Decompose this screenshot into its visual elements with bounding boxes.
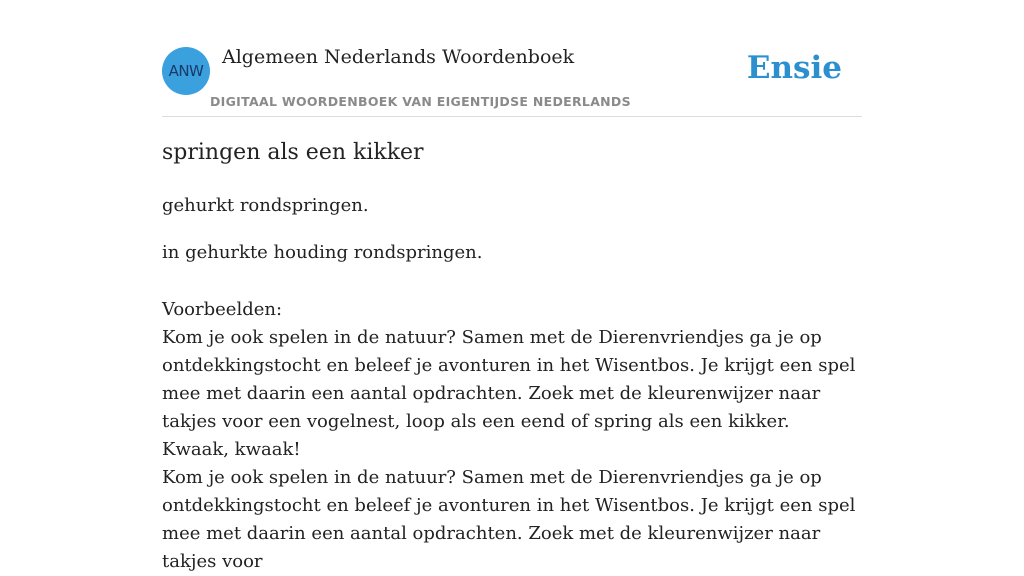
ensie-brand-link[interactable]: Ensie: [746, 50, 842, 86]
site-subtitle: DIGITAAL WOORDENBOEK VAN EIGENTIJDSE NEDERLANDS: [210, 94, 631, 109]
definition-1: gehurkt rondspringen.: [162, 195, 369, 216]
example-1: Kom je ook spelen in de natuur? Samen met de Dierenvriendjes ga je op ontdekkingstocht en beleef je avonturen in het Wisentbos. Je krijgt een spel mee met daarin een aantal opdrachten. Zoek met de kleurenwijzer naar takjes voor een vogelnest, loop als een eend of spring als een kikker. Kwaak, kwaak!: [162, 327, 856, 460]
example-2: Kom je ook spelen in de natuur? Samen met de Dierenvriendjes ga je op ontdekkingstocht en beleef je avonturen in het Wisentbos. Je krijgt een spel mee met daarin een aantal opdrachten. Zoek met de kleurenwijzer naar takjes voor: [162, 467, 856, 572]
examples-label: Voorbeelden:: [162, 299, 283, 320]
site-header: [162, 0, 862, 117]
anw-logo[interactable]: ANW: [162, 47, 210, 95]
examples-section: [162, 296, 862, 576]
site-title-link[interactable]: Algemeen Nederlands Woordenboek: [222, 46, 575, 68]
definition-2: in gehurkte houding rondspringen.: [162, 242, 483, 263]
page: [162, 0, 862, 572]
entry-title: springen als een kikker: [162, 140, 424, 165]
